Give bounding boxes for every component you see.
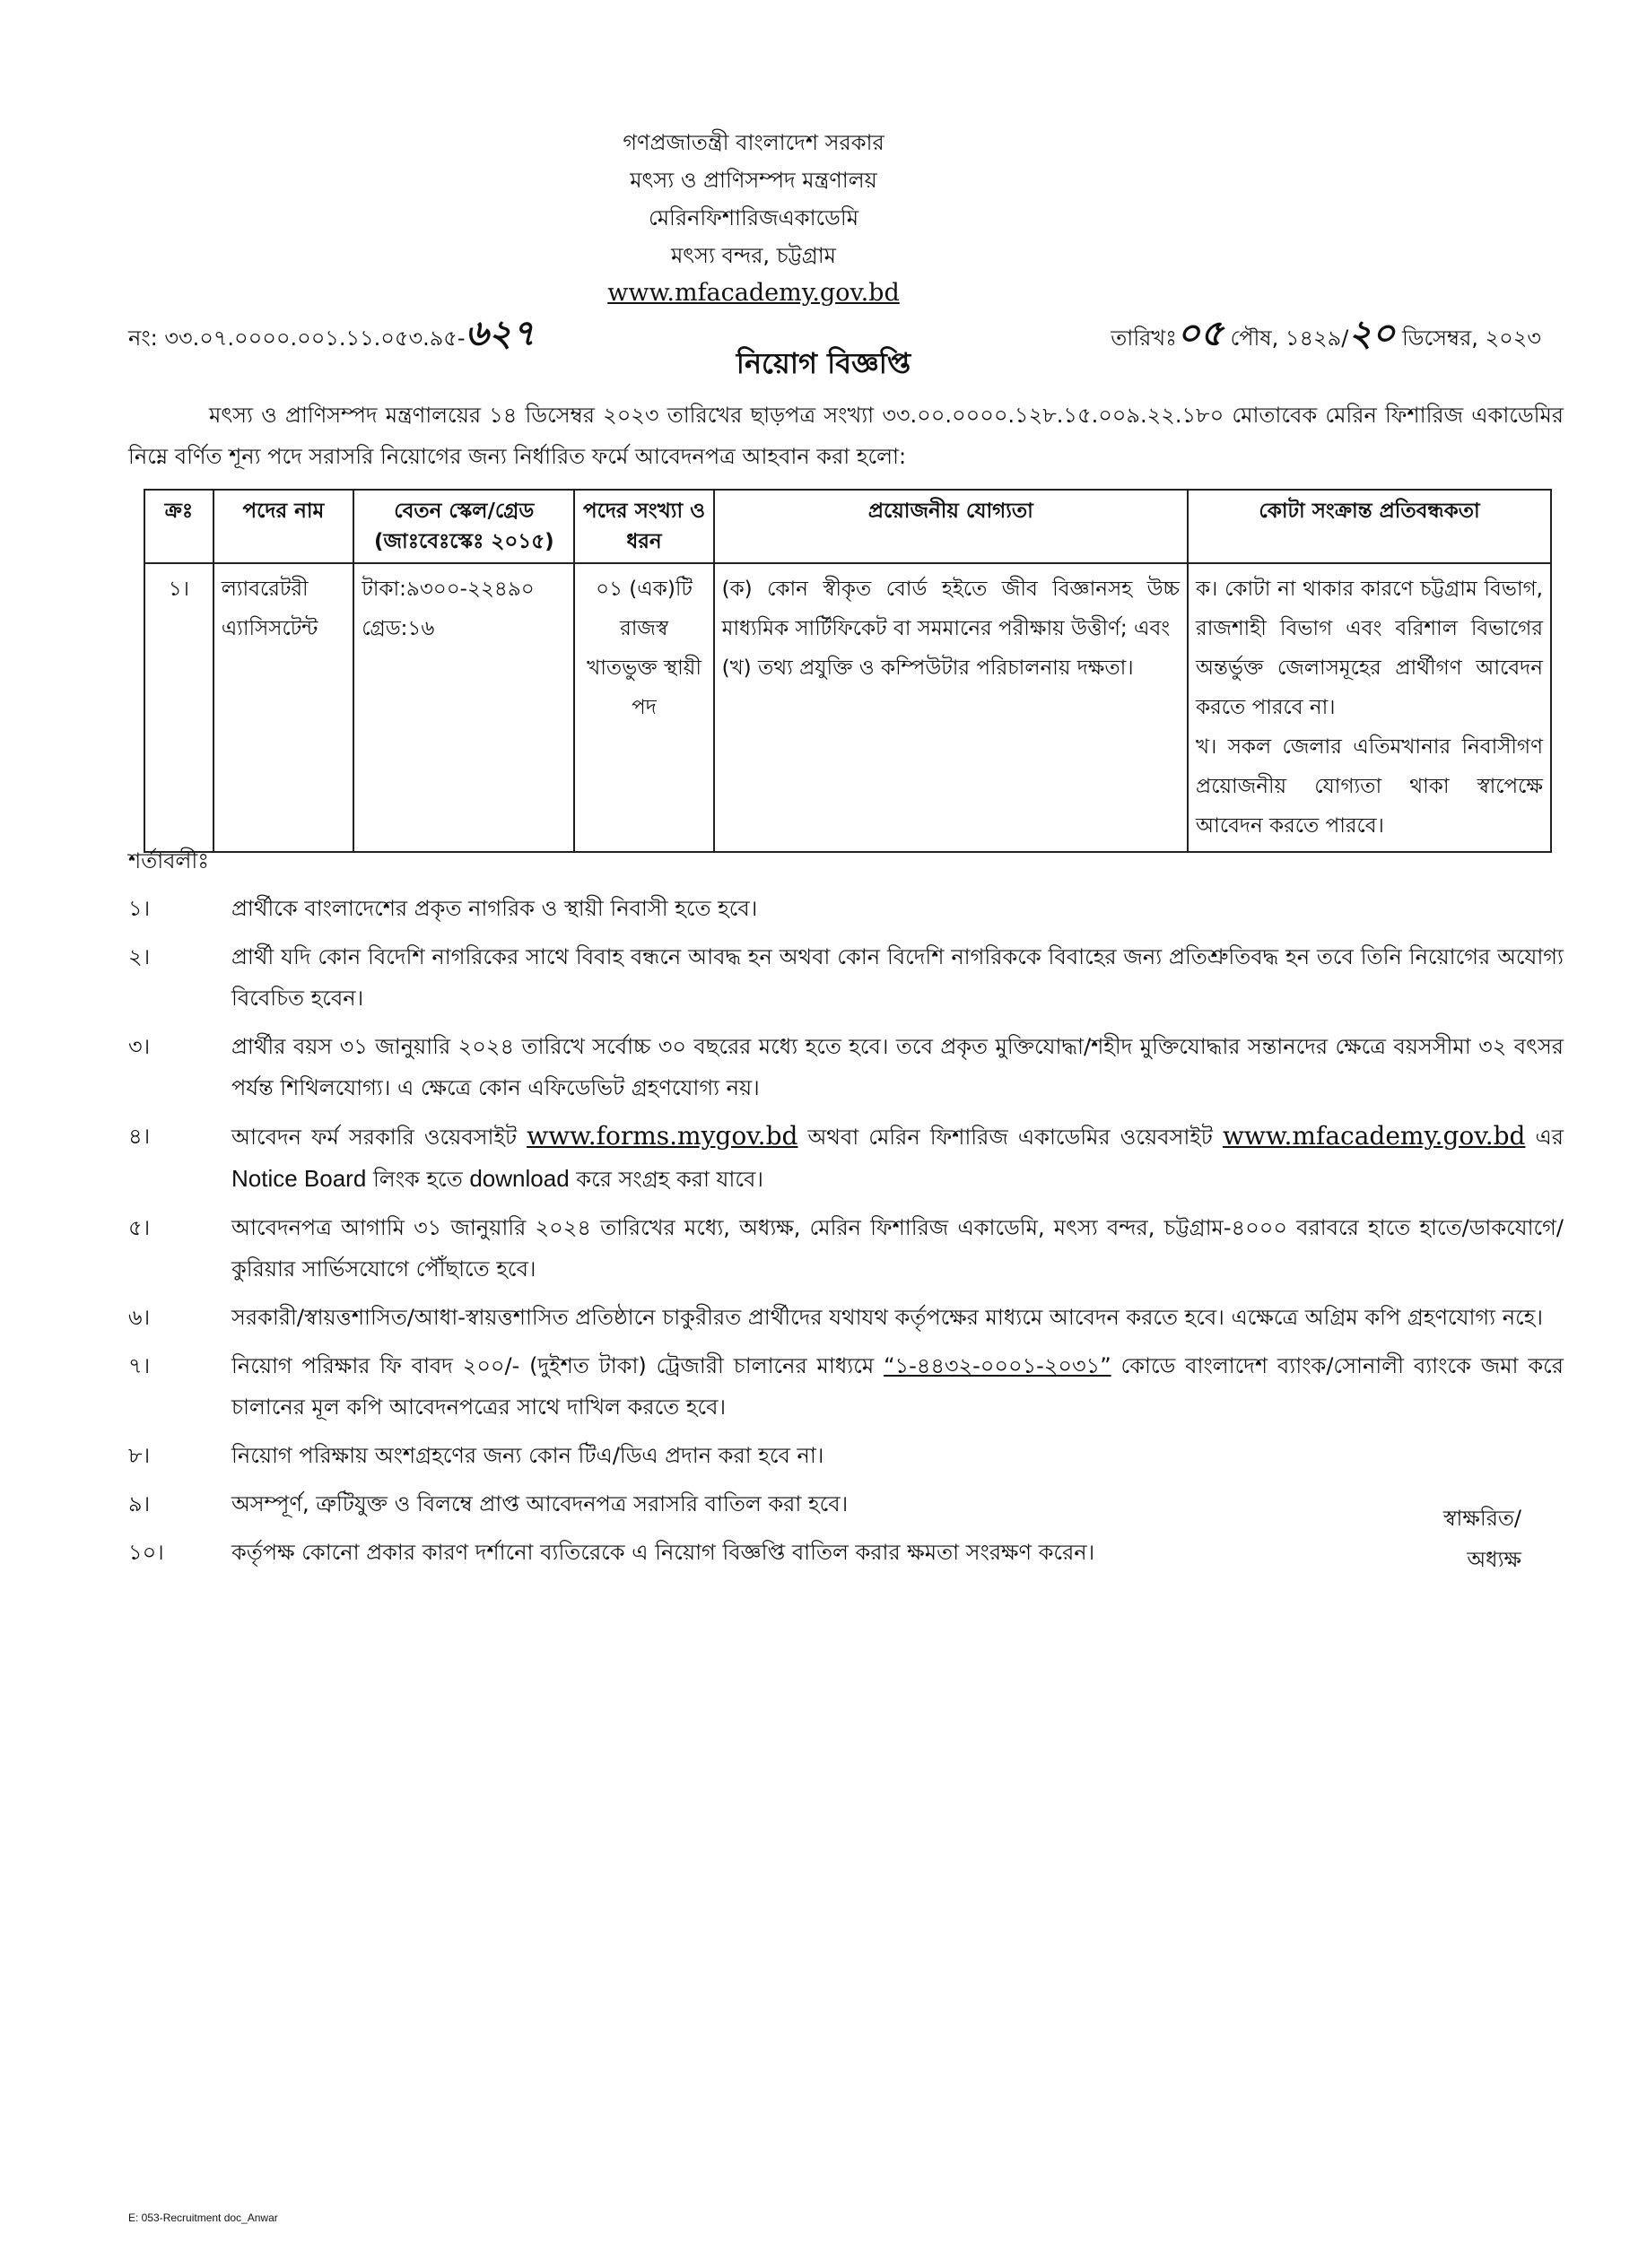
conditions-list xyxy=(128,888,1564,1580)
condition-text: প্রার্থীর বয়স ৩১ জানুয়ারি ২০২৪ তারিখে সর্বোচ্চ ৩০ বছরের মধ্যে হতে হবে। তবে প্রকৃত মুক্তিযোদ্ধা/শহীদ মুক্তিযোদ্ধার সন্তানদের ক্ষেত্রে বয়সসীমা ৩২ বৎসর পর্যন্ত শিথিলযোগ্য। এ ক্ষেত্রে কোন এফিডেভিট গ্রহণযোগ্য নয়। xyxy=(231,1034,1564,1100)
condition-number: ৮। xyxy=(128,1443,151,1468)
condition-text-part: লিংক হতে xyxy=(366,1167,470,1192)
document-footer: E: 053-Recruitment doc_Anwar xyxy=(128,2212,278,2224)
condition-text-part: অথবা মেরিন ফিশারিজ একাডেমির ওয়েবসাইট xyxy=(797,1125,1223,1150)
condition-text-part: এর xyxy=(1525,1125,1564,1150)
letterhead-academy: মেরিনফিশারিজএকাডেমি xyxy=(648,205,859,230)
quota-b: খ। সকল জেলার এতিমখানার নিবাসীগণ প্রয়োজনীয় যোগ্যতা থাকা স্বাপেক্ষে আবেদন করতে পারবে। xyxy=(1196,735,1543,838)
cell-qualification xyxy=(714,563,1188,852)
cell-post-count: ০১ (এক)টি রাজস্ব খাতভুক্ত স্থায়ী পদ xyxy=(574,563,713,852)
memo-ref-handwritten: ৬২৭ xyxy=(465,313,536,354)
condition-item xyxy=(128,1345,1564,1428)
condition-text: কর্তৃপক্ষ কোনো প্রকার কারণ দর্শানো ব্যতিরেকে এ নিয়োগ বিজ্ঞপ্তি বাতিল করার ক্ষমতা সংরক্ষণ করেন। xyxy=(231,1540,1095,1565)
condition-text: অসম্পূর্ণ, ত্রুটিযুক্ত ও বিলম্বে প্রাপ্ত আবেদনপত্র সরাসরি বাতিল করা হবে। xyxy=(231,1491,849,1516)
condition-number: ৯। xyxy=(128,1491,151,1516)
letterhead-ministry: মৎস্য ও প্রাণিসম্পদ মন্ত্রণালয় xyxy=(630,168,877,193)
letterhead-website-link[interactable]: www.mfacademy.gov.bd xyxy=(607,279,900,307)
condition-text-part: কোডে বাংলাদেশ ব্যাংক/সোনালী ব্যাংকে জমা করে চালানের মূল কপি আবেদনপত্রের সাথে দাখিল করতে হবে। xyxy=(231,1353,1564,1420)
memo-ref-number: নং: ৩৩.০৭.০০০০.০০১.১১.০৫৩.৯৫- xyxy=(128,326,466,351)
condition-text: সরকারী/স্বায়ত্তশাসিত/আধা-স্বায়ত্তশাসিত প্রতিষ্ঠানে চাকুরীরত প্রার্থীদের যথাযথ কর্তৃপক্ষের মাধ্যমে আবেদন করতে হবে। এক্ষেত্রে অগ্রিম কপি গ্রহণযোগ্য নহে। xyxy=(231,1305,1543,1330)
col-serial: ক্রঃ xyxy=(144,490,214,563)
condition-text-part: আবেদন ফর্ম সরকারি ওয়েবসাইট xyxy=(231,1125,527,1150)
col-quota: কোটা সংক্রান্ত প্রতিবন্ধকতা xyxy=(1188,490,1551,563)
notice-title: নিয়োগ বিজ্ঞপ্তি xyxy=(736,346,911,380)
vacancy-table xyxy=(144,489,1552,853)
col-post-count: পদের সংখ্যা ও ধরন xyxy=(574,490,713,563)
condition-text-part: নিয়োগ পরিক্ষার ফি বাবদ ২০০/- (দুইশত টাকা) ট্রেজারী চালানের মাধ্যমে xyxy=(231,1353,884,1378)
col-pay-scale: বেতন স্কেল/গ্রেড (জাঃবেঃস্কেঃ ২০১৫) xyxy=(353,490,574,563)
signature-block xyxy=(1443,1498,1521,1580)
signature-signed: স্বাক্ষরিত/ xyxy=(1442,1506,1521,1531)
qualification-b: (খ) তথ্য প্রযুক্তি ও কম্পিউটার পরিচালনায় দক্ষতা। xyxy=(721,656,1134,680)
vacancy-table-header xyxy=(144,490,1551,563)
signature-designation: অধ্যক্ষ xyxy=(1467,1547,1521,1572)
condition-number: ৬। xyxy=(128,1305,151,1330)
condition-text xyxy=(231,1116,1564,1200)
conditions-heading: শর্তাবলীঃ xyxy=(128,848,210,873)
academy-website-link[interactable]: www.mfacademy.gov.bd xyxy=(1222,1121,1526,1151)
letterhead-address: মৎস্য বন্দর, চট্টগ্রাম xyxy=(670,243,837,268)
date-label: তারিখঃ xyxy=(1111,326,1177,351)
condition-item xyxy=(128,1207,1564,1290)
forms-website-link[interactable]: www.forms.mygov.bd xyxy=(527,1121,798,1151)
condition-item xyxy=(128,1026,1564,1108)
condition-item xyxy=(128,1435,1564,1476)
condition-number: ৫। xyxy=(128,1215,151,1240)
quota-a: ক। কোটা না থাকার কারণে চট্টগ্রাম বিভাগ, রাজশাহী বিভাগ এবং বরিশাল বিভাগের অন্তর্ভুক্ত জেলাসমূহের প্রার্থীগণ আবেদন করতে পারবে না। xyxy=(1196,578,1543,719)
treasury-code: “১-৪৪৩২-০০০১-২০৩১” xyxy=(884,1353,1111,1378)
condition-text: আবেদনপত্র আগামি ৩১ জানুয়ারি ২০২৪ তারিখের মধ্যে, অধ্যক্ষ, মেরিন ফিশারিজ একাডেমি, মৎস্য বন্দর, চট্টগ্রাম-৪০০০ বরাবরে হাতে হাতে/ডাকযোগে/কুরিয়ার সার্ভিসযোগে পৌঁছাতে হবে। xyxy=(231,1215,1564,1282)
condition-number: ২। xyxy=(128,944,151,969)
col-qualification: প্রয়োজনীয় যোগ্যতা xyxy=(714,490,1188,563)
cell-pay-scale: টাকা:৯৩০০-২২৪৯০ গ্রেড:১৬ xyxy=(353,563,574,852)
date-english: ডিসেম্বর, ২০২৩ xyxy=(1395,326,1541,351)
date-day-handwritten: ০৫ xyxy=(1176,313,1224,354)
condition-number: ৭। xyxy=(128,1353,151,1378)
letterhead-government: গণপ্রজাতন্ত্রী বাংলাদেশ সরকার xyxy=(623,130,884,155)
date-day2-handwritten: ২০ xyxy=(1348,313,1396,354)
condition-text: নিয়োগ পরিক্ষায় অংশগ্রহণের জন্য কোন টিএ/ডিএ প্রদান করা হবে না। xyxy=(231,1443,824,1468)
condition-item xyxy=(128,1532,1564,1573)
condition-item xyxy=(128,936,1564,1019)
condition-item xyxy=(128,1483,1564,1525)
date-bangla: পৌষ, ১৪২৯/ xyxy=(1223,326,1349,351)
cell-post-name: ল্যাবরেটরী এ্যাসিসটেন্ট xyxy=(214,563,354,852)
qualification-a: (ক) কোন স্বীকৃত বোর্ড হইতে জীব বিজ্ঞানসহ উচ্চ মাধ্যমিক সার্টিফিকেট বা সমমানের পরীক্ষায় উত্তীর্ণ; এবং xyxy=(721,578,1181,640)
table-row xyxy=(144,563,1551,852)
condition-text: প্রার্থীকে বাংলাদেশের প্রকৃত নাগরিক ও স্থায়ী নিবাসী হতে হবে। xyxy=(231,896,758,921)
condition-number: ১। xyxy=(128,896,151,921)
condition-item xyxy=(128,888,1564,929)
condition-number: ৪। xyxy=(128,1124,151,1149)
cell-quota xyxy=(1188,563,1551,852)
condition-text xyxy=(231,1345,1564,1428)
download-text: download xyxy=(469,1165,570,1192)
notice-board-text: Notice Board xyxy=(231,1165,367,1192)
intro-paragraph: মৎস্য ও প্রাণিসম্পদ মন্ত্রণালয়ের ১৪ ডিসেম্বর ২০২৩ তারিখের ছাড়পত্র সংখ্যা ৩৩.০০.০০০০.১২৮.১৫.০০৯.২২.১৮০ মোতাবেক মেরিন ফিশারিজ একাডেমির নিম্নে বর্ণিত শূন্য পদে সরাসরি নিয়োগের জন্য নির্ধারিত ফর্মে আবেদনপত্র আহবান করা হলো: xyxy=(128,403,1564,469)
condition-item xyxy=(128,1297,1564,1338)
condition-number: ১০। xyxy=(128,1540,164,1565)
condition-item xyxy=(128,1116,1564,1200)
cell-serial: ১। xyxy=(144,563,214,852)
letterhead xyxy=(502,124,1005,312)
col-post-name: পদের নাম xyxy=(214,490,354,563)
condition-text-part: করে সংগ্রহ করা যাবে। xyxy=(569,1167,763,1192)
condition-text: প্রার্থী যদি কোন বিদেশি নাগরিকের সাথে বিবাহ বন্ধনে আবদ্ধ হন অথবা কোন বিদেশি নাগরিককে বিবাহের জন্য প্রতিশ্রুতিবদ্ধ হন তবে তিনি নিয়োগের অযোগ্য বিবেচিত হবেন। xyxy=(231,944,1564,1011)
condition-number: ৩। xyxy=(128,1034,151,1059)
